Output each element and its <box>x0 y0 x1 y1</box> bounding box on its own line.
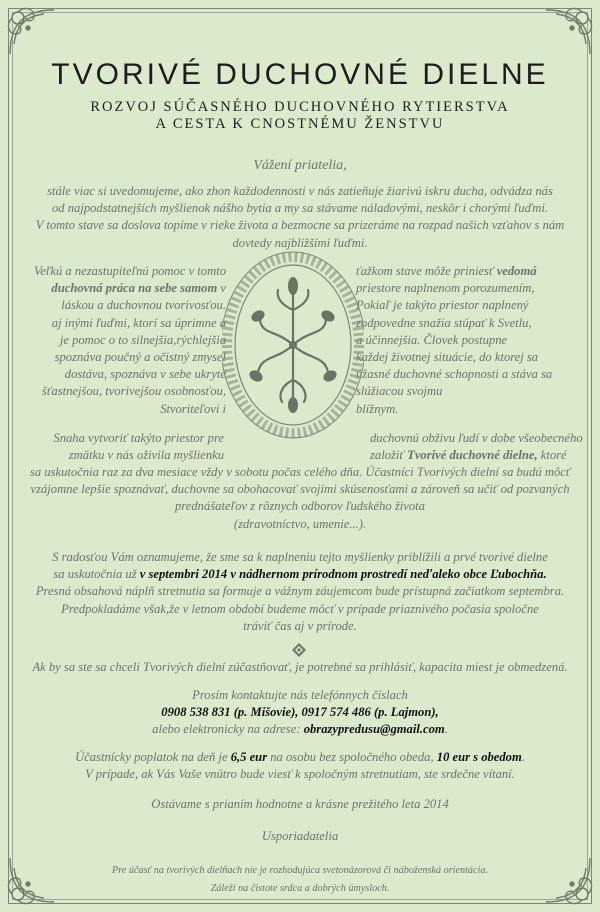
text-line: Prosím kontaktujte nás telefónnych číslach <box>192 688 408 702</box>
email-link[interactable]: obrazypredusu@gmail.com <box>303 722 445 737</box>
text-line: Pokiaľ je takýto priestor naplnený <box>356 298 529 313</box>
text-line <box>30 704 570 721</box>
emphasis-text: duchovná práca na sebe samom <box>51 281 218 296</box>
text-line <box>30 566 570 583</box>
footer-note <box>30 862 570 898</box>
text-fragment: ťažkom stave môže priniesť <box>356 264 494 278</box>
text-fragment: Účastnícky poplatok na deň je <box>75 750 228 764</box>
closing-line: Ostávame s prianím hodnotne a krásne prežitého leta 2014 <box>151 797 449 811</box>
text-line: S radosťou Vám oznamujeme, že sme sa k naplneniu tejto myšlienky priblížili a prvé tvorivé dielne <box>52 550 548 564</box>
registration-note: Ak by sa ste sa chceli Tvorivých dielní zúčastňovať, je potrebné sa prihlásiť, kapacita miest je obmedzená. <box>32 660 568 674</box>
text-line: úžasné duchovné schopnosti a stáva sa <box>356 367 553 382</box>
right-text-column <box>356 263 578 418</box>
text-line <box>30 721 570 738</box>
text-line: vzájomne lepšie spoznávať, duchovne sa obohacovať svojimi skúsenosťami a zároveň sa učiť od pozvaných <box>30 482 570 497</box>
text-line: V prípade, ak Vás Vaše vnútro bude viesť k spoločným stretnutiam, ste srdečne vítaní. <box>85 767 515 782</box>
text-line <box>22 280 226 297</box>
text-line: Záleží na čistote srdca a dobrých úmysloch. <box>210 883 390 894</box>
text-line: stále viac si uvedomujeme, ako zhon každodennosti v nás zatieňuje žiarivú iskru ducha, odvádza nás <box>47 184 553 198</box>
text-line: sa uskutočnia raz za dva mesiace vždy v sobotu počas celého dňa. Účastníci Tvorivých dielní sa budú môcť <box>30 465 571 479</box>
floral-medallion-icon <box>222 250 364 440</box>
emphasis-text: v septembri 2014 v nádhernom prírodnom prostredí neďaleko obce Ľubochňa. <box>139 567 547 582</box>
emphasis-text: Tvorivé duchovné dielne, <box>407 448 538 463</box>
signature: Usporiadatelia <box>261 829 339 843</box>
text-line: duchovnú obživu ľudí v dobe všeobecného <box>370 431 583 445</box>
text-line: je pomoc o to silnejšia,rýchlejšia <box>59 332 226 347</box>
page-title: TVORIVÉ DUCHOVNÉ DIELNE <box>51 58 549 91</box>
text-line <box>370 447 580 464</box>
contact-section <box>30 687 570 739</box>
text-line: zmätku v nás oživila myšlienku <box>68 448 224 463</box>
fee-amount: 6,5 eur <box>230 750 268 764</box>
para3-left <box>40 430 224 464</box>
text-line: a účinnejšia. Človek postupne <box>356 332 508 347</box>
text-line: Veľkú a nezastupiteľnú pomoc v tomto <box>33 264 226 278</box>
text-line: od najpodstatnejších myšlienok nášho bytia a my sa stávame náladovými, neskôr i chorými ľuďmi. <box>52 201 548 216</box>
text-line: dovtedy najbližšími ľuďmi. <box>232 235 368 250</box>
text-line: tráviť čas aj v prírode. <box>243 618 357 633</box>
text-fragment: sa uskutočnia už <box>53 567 137 582</box>
text-line: prednášateľov z rôznych odborov ľudského života <box>175 499 425 514</box>
subtitle-line: A CESTA K CNOSTNÉMU ŽENSTVU <box>155 116 445 132</box>
text-line: Predpokladáme však,že v letnom období budeme môcť v prípade priaznivého počasia spoločne <box>61 601 539 616</box>
text-line <box>356 263 578 280</box>
text-fragment: v <box>220 281 226 296</box>
text-fragment: . <box>521 750 525 764</box>
left-text-column <box>22 263 226 418</box>
intro-paragraph <box>30 183 570 252</box>
text-line: dostáva, spoznáva v sebe ukryté <box>64 367 226 382</box>
text-line: priestore naplnenom porozumením, <box>356 281 535 296</box>
workshop-description <box>30 464 570 533</box>
text-line: (zdravotníctvo, umenie...). <box>233 516 367 531</box>
text-line: aj inými ľuďmi, ktorí sa úprimne a <box>51 315 226 330</box>
text-fragment: ktoré <box>540 448 567 463</box>
text-line: spoznáva poučný a očistný zmysel <box>54 350 226 365</box>
corner-ornament-icon <box>4 4 60 60</box>
text-line: šťastnejšou, tvorivejšou osobnosťou, <box>41 384 226 399</box>
text-line: blížnym. <box>356 401 399 416</box>
emphasis-text: vedomá <box>496 264 537 278</box>
text-line: Snaha vytvoriť takýto priestor pre <box>53 431 224 445</box>
text-line: láskou a duchovnou tvorivosťou. <box>61 298 226 313</box>
diamond-ornament-icon <box>292 643 306 657</box>
phone-numbers: 0908 538 831 (p. Mišovie), 0917 574 486 (p. Lajmon), <box>161 705 439 720</box>
page-subtitle <box>0 99 600 133</box>
text-line: zodpovedne snažia stúpať k Svetlu, <box>356 315 532 330</box>
text-line: Stvoriteľovi i <box>160 401 226 416</box>
text-fragment: na osobu bez spoločného obeda, <box>270 750 434 764</box>
fee-amount: 10 eur s obedom <box>436 750 522 764</box>
text-fragment: . <box>444 722 448 737</box>
subtitle-line: ROZVOJ SÚČASNÉHO DUCHOVNÉHO RYTIERSTVA <box>90 99 510 115</box>
text-line: každej životnej situácie, do ktorej sa <box>356 350 539 365</box>
salutation: Vážení priatelia, <box>253 158 347 173</box>
text-fragment: alebo elektronicky na adrese: <box>152 722 301 737</box>
announcement-paragraph <box>30 549 570 635</box>
text-line <box>30 749 570 766</box>
text-line: slúžiacou svojmu <box>356 384 443 399</box>
para3-right <box>370 430 583 464</box>
corner-ornament-icon <box>540 4 596 60</box>
text-line: V tomto stave sa doslova topíme v rieke života a bezmocne sa prizeráme na rozpad našich vzťahov s nám <box>35 218 565 233</box>
text-fragment: založiť <box>370 448 404 463</box>
fee-section <box>30 749 570 783</box>
text-line: Pre účasť na tvorivých dielňach nie je rozhodujúca svetonázorová či náboženská orientácia. <box>111 865 489 876</box>
text-line: Presná obsahová náplň stretnutia sa formuje a vážnym záujemcom bude prístupná začiatkom septembra. <box>35 584 565 599</box>
